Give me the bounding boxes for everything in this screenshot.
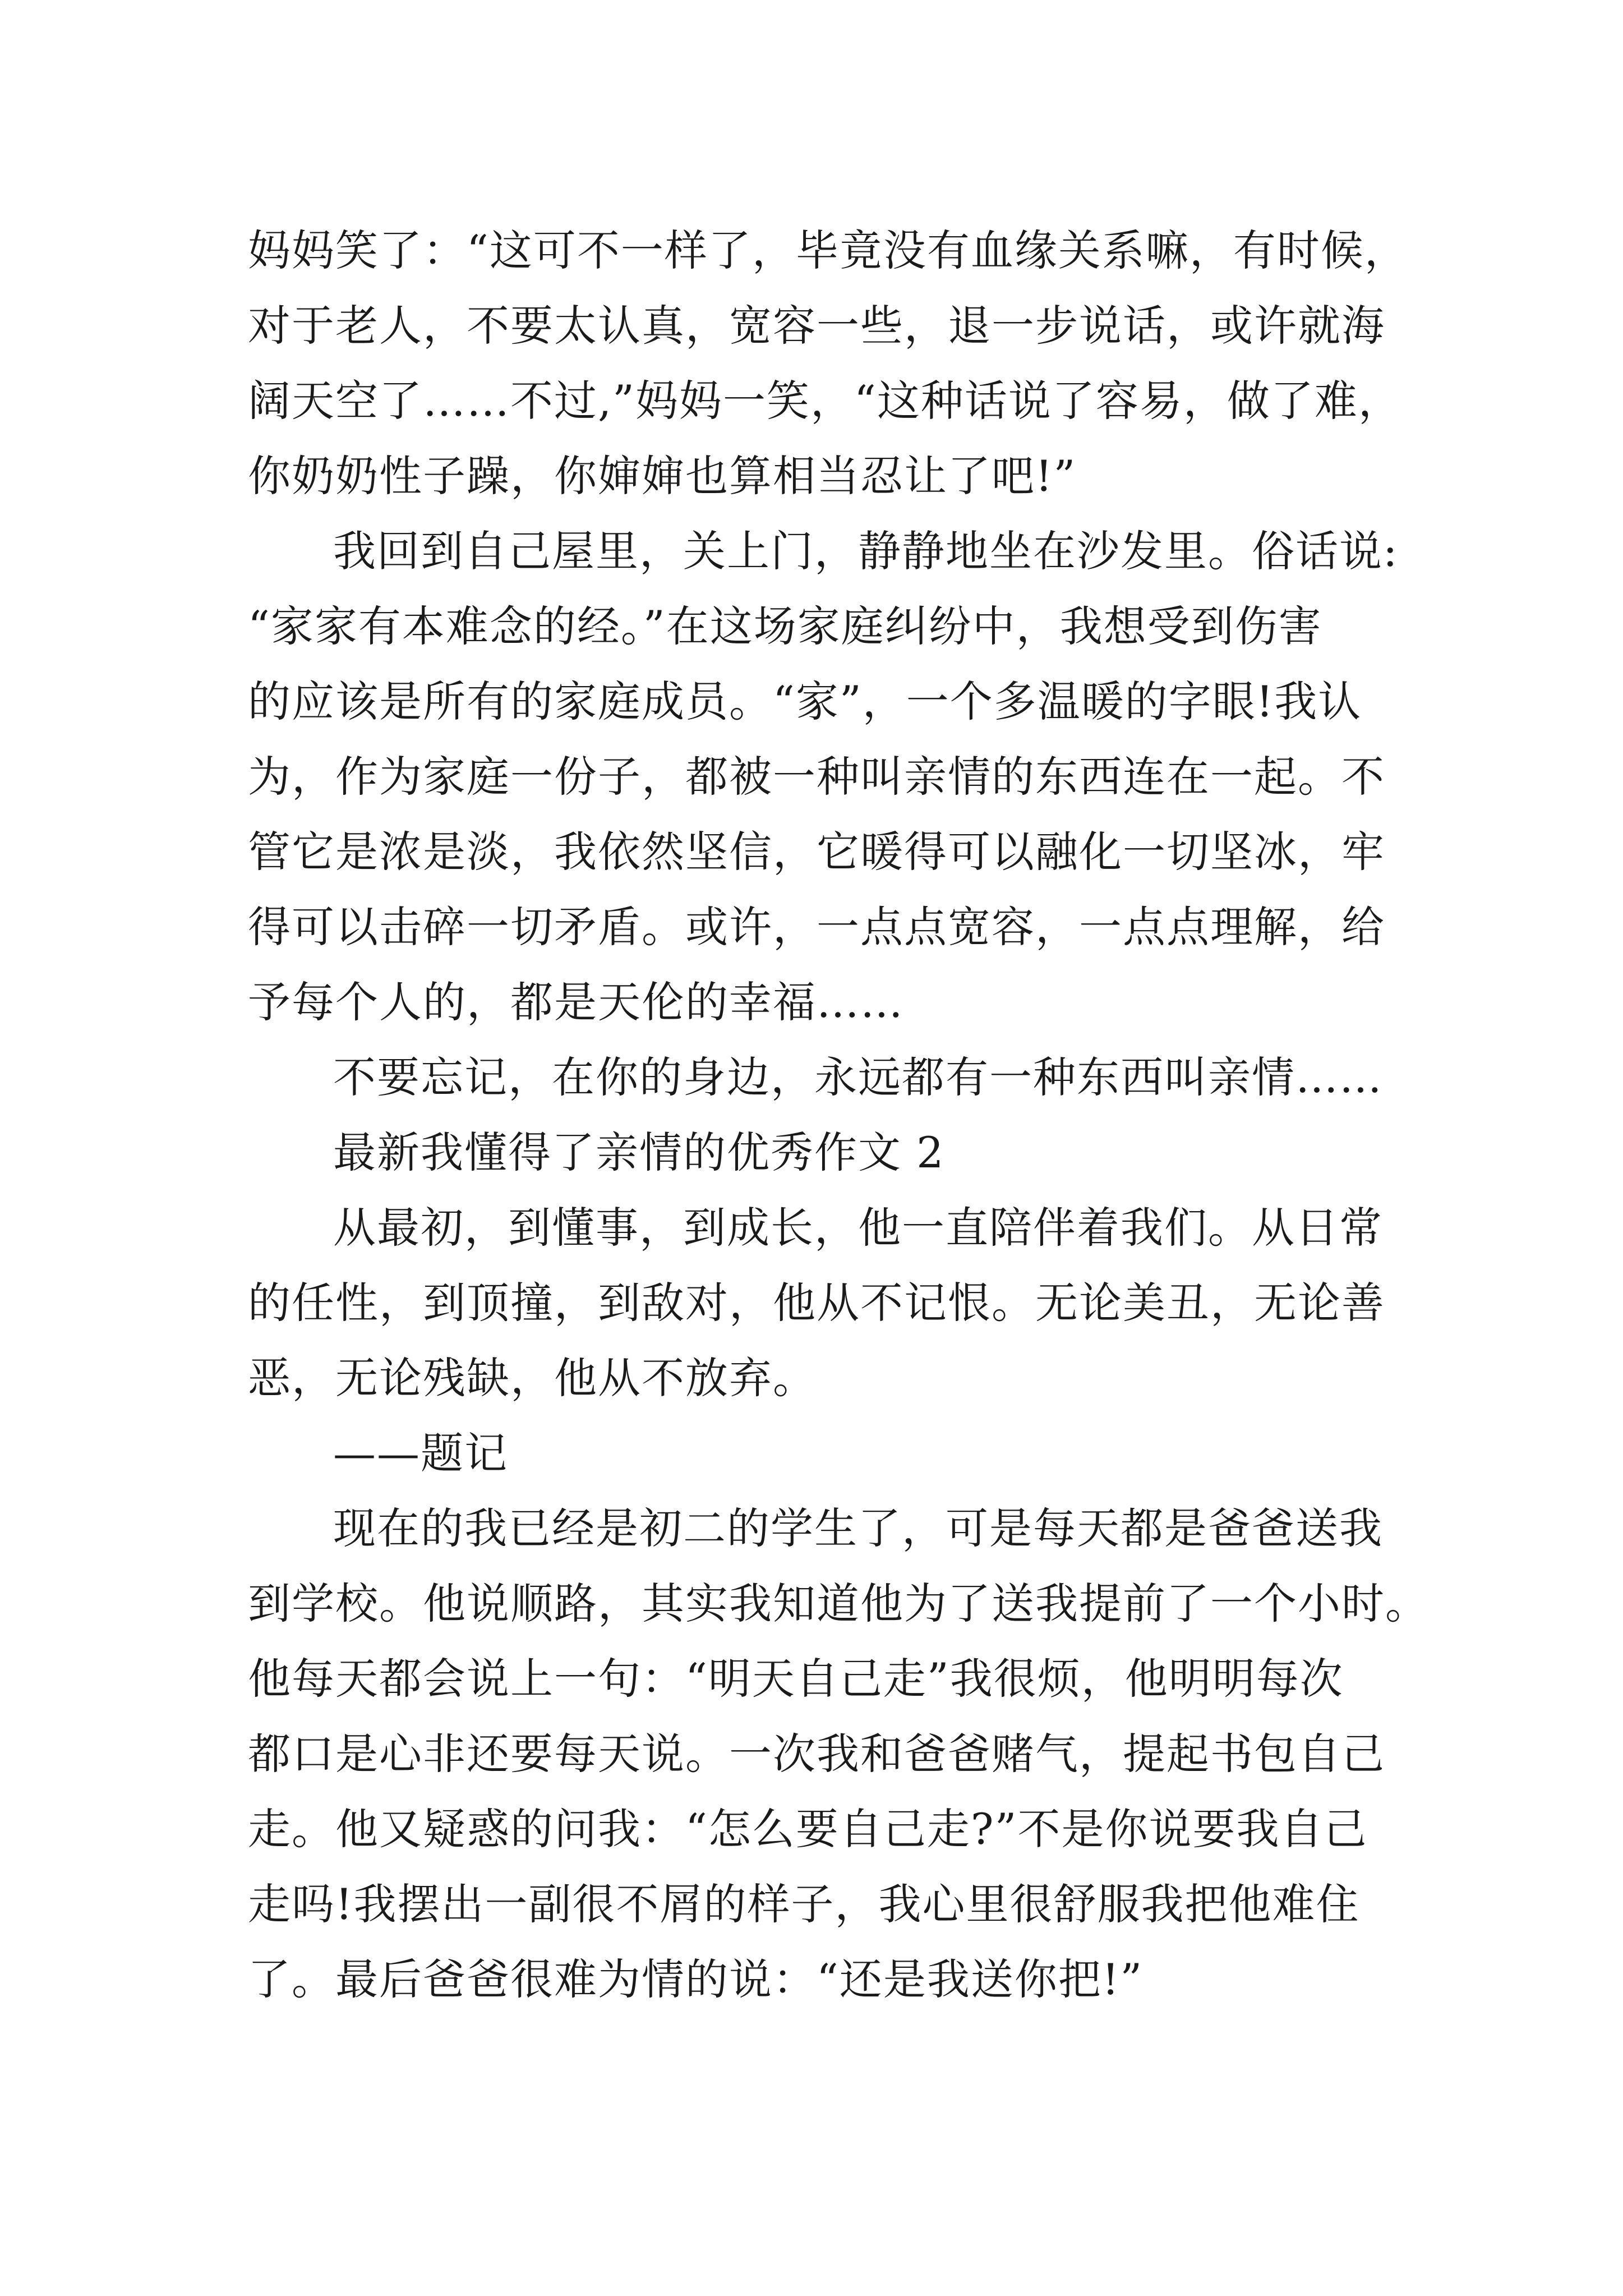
text-line: 现在的我已经是初二的学生了，可是每天都是爸爸送我 — [333, 1503, 1383, 1553]
paragraph-2 — [248, 514, 1412, 1040]
epigraph-signature — [248, 1416, 1412, 1491]
text-line: 恶，无论残缺，他从不放弃。 — [248, 1353, 817, 1403]
text-line: 你奶奶性子躁，你婶婶也算相当忍让了吧!” — [248, 451, 1077, 501]
text-line: 走。他又疑惑的问我：“怎么要自己走?”不是你说要我自己 — [248, 1804, 1368, 1854]
paragraph-3 — [248, 1040, 1412, 1115]
text-line: ——题记 — [333, 1428, 508, 1478]
text-line: 他每天都会说上一句：“明天自己走”我很烦，他明明每次 — [248, 1654, 1344, 1704]
text-line: 我回到自己屋里，关上门，静静地坐在沙发里。俗话说: — [333, 526, 1399, 576]
paragraph-epigraph — [248, 1190, 1412, 1416]
text-line: 阔天空了……不过,”妈妈一笑，“这种话说了容易，做了难， — [248, 376, 1402, 426]
text-line: 的应该是所有的家庭成员。“家”，一个多温暖的字眼!我认 — [248, 677, 1362, 726]
essay-title — [248, 1115, 1412, 1190]
text-line: 最新我懂得了亲情的优秀作文 2 — [333, 1128, 945, 1177]
text-line: 从最初，到懂事，到成长，他一直陪伴着我们。从日常 — [333, 1203, 1383, 1253]
text-line: 予每个人的，都是天伦的幸福…… — [248, 977, 904, 1027]
text-line: 的任性，到顶撞，到敌对，他从不记恨。无论美丑，无论善 — [248, 1278, 1385, 1328]
text-line: “家家有本难念的经。”在这场家庭纠纷中，我想受到伤害 — [248, 601, 1322, 651]
text-line: 到学校。他说顺路，其实我知道他为了送我提前了一个小时。 — [248, 1579, 1429, 1628]
text-line: 对于老人，不要太认真，宽容一些，退一步说话，或许就海 — [248, 301, 1385, 351]
text-line: 妈妈笑了：“这可不一样了，毕竟没有血缘关系嘛，有时候， — [248, 226, 1408, 275]
paragraph-1 — [248, 213, 1412, 514]
text-line: 走吗!我摆出一副很不屑的样子，我心里很舒服我把他难住 — [248, 1879, 1360, 1929]
text-line: 为，作为家庭一份子，都被一种叫亲情的东西连在一起。不 — [248, 752, 1385, 802]
text-line: 都口是心非还要每天说。一次我和爸爸赌气，提起书包自己 — [248, 1729, 1385, 1779]
text-line: 管它是浓是淡，我依然坚信，它暖得可以融化一切坚冰，牢 — [248, 827, 1385, 877]
paragraph-7 — [248, 1491, 1429, 2017]
essay-body — [248, 213, 1429, 2017]
text-line: 得可以击碎一切矛盾。或许，一点点宽容，一点点理解，给 — [248, 902, 1385, 952]
text-line: 不要忘记，在你的身边，永远都有一种东西叫亲情…… — [333, 1052, 1383, 1102]
text-line: 了。最后爸爸很难为情的说：“还是我送你把!” — [248, 1954, 1144, 2004]
